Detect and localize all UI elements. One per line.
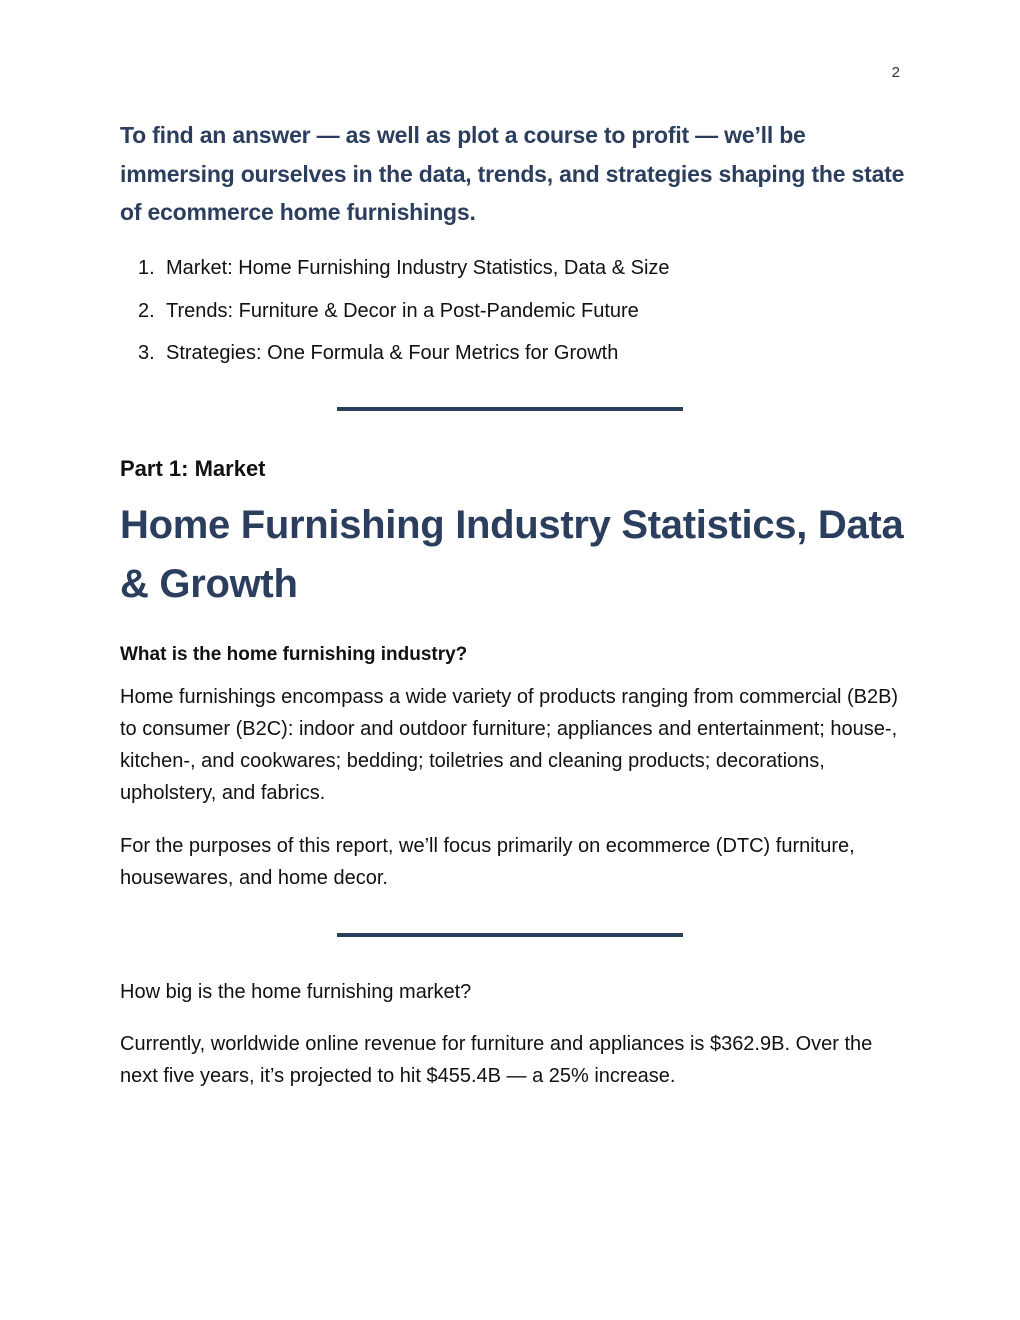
toc-item-label: Market: Home Furnishing Industry Statistics, Data & Size [166, 257, 670, 279]
toc-item-number: 3. [138, 342, 155, 364]
paragraph-market-size: Currently, worldwide online revenue for furniture and appliances is $362.9B. Over the next five years, it’s projected to hit $455.4B — a 25% increase. [120, 1033, 873, 1087]
paragraph-definition: Home furnishings encompass a wide variety of products ranging from commercial (B2B) to consumer (B2C): indoor and outdoor furniture; appliances and entertainment; house-, kitchen-, and cookwares; bedding; toiletries and cleaning products; decorations, upholstery, and fabrics. [120, 686, 899, 804]
paragraph-scope: For the purposes of this report, we’ll focus primarily on ecommerce (DTC) furniture, housewares, and home decor. [120, 835, 855, 889]
section-title: Home Furnishing Industry Statistics, Data & Growth [120, 503, 904, 606]
toc-item-number: 1. [138, 257, 155, 279]
subheading: What is the home furnishing industry? [120, 644, 468, 665]
part-label: Part 1: Market [120, 456, 266, 481]
toc-item-strategies [138, 334, 670, 377]
page-number: 2 [891, 64, 900, 81]
toc-item-trends [138, 292, 670, 335]
toc-item-label: Strategies: One Formula & Four Metrics for Growth [166, 342, 619, 364]
table-of-contents [138, 249, 670, 377]
toc-item-market [138, 249, 670, 292]
toc-item-label: Trends: Furniture & Decor in a Post-Pandemic Future [166, 299, 639, 322]
question-heading: How big is the home furnishing market? [120, 981, 472, 1003]
section-divider [337, 933, 683, 937]
toc-item-number: 2. [138, 299, 155, 322]
section-divider [337, 407, 683, 411]
intro-callout: To find an answer — as well as plot a course to profit — we’ll be immersing ourselves in the data, trends, and strategies shaping the state of ecommerce home furnishings. [120, 122, 905, 225]
